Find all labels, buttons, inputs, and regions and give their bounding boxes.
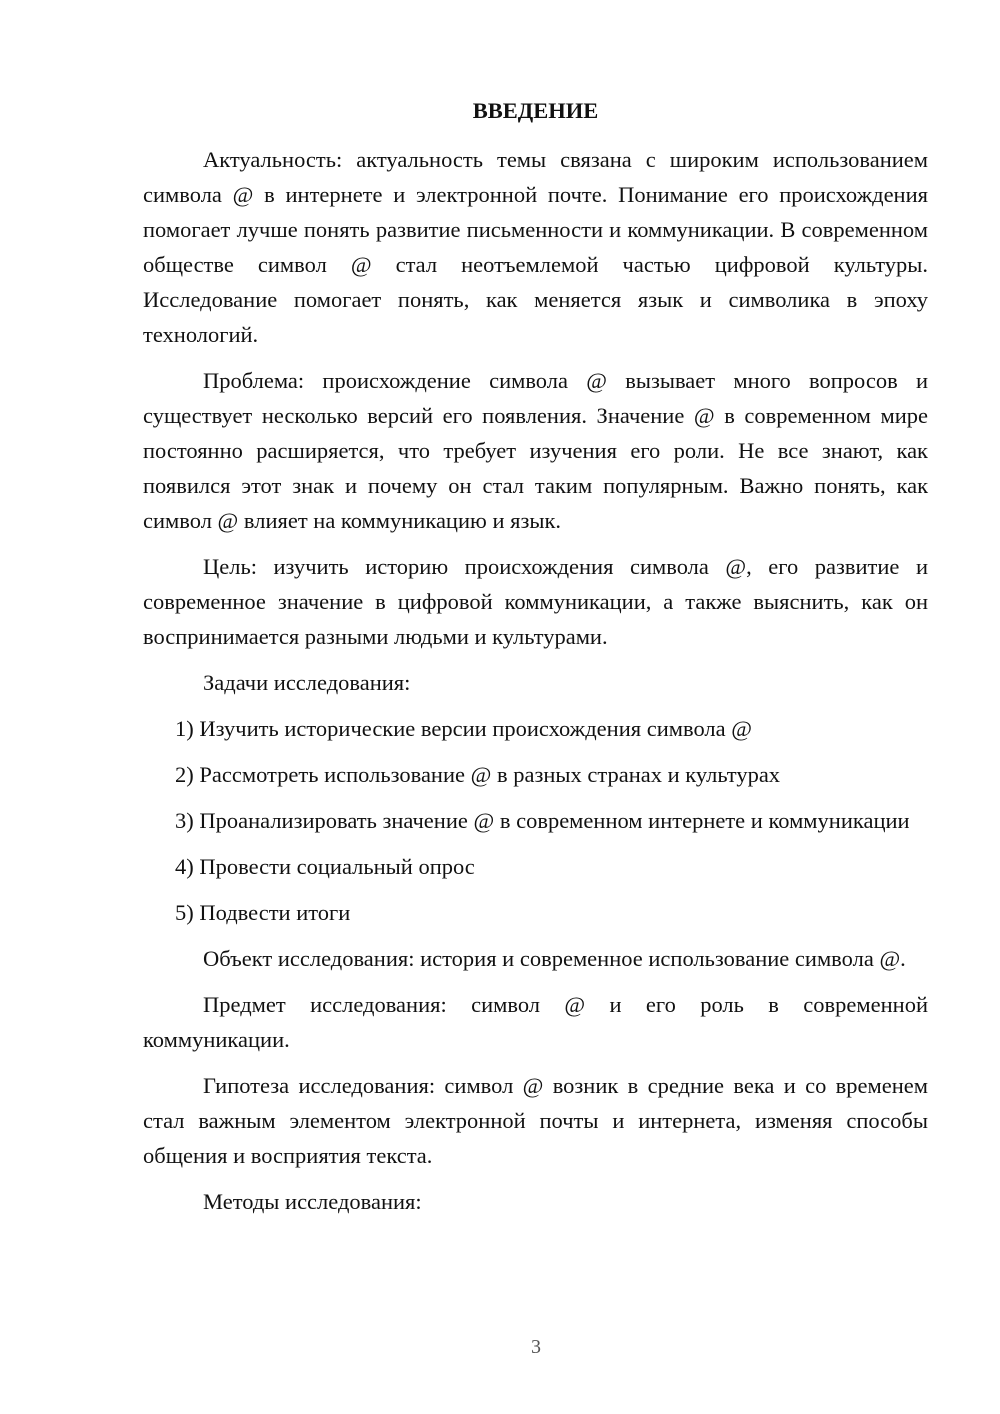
list-item-task-2: 2) Рассмотреть использование @ в разных странах и культурах — [175, 762, 781, 787]
tasks-heading: Задачи исследования: — [203, 670, 411, 695]
list-item-task-5: 5) Подвести итоги — [175, 900, 351, 925]
paragraph-problem: Проблема: происхождение символа @ вызывает много вопросов и существует несколько версий его появления. Значение @ в современном мире постоянно расширяется, что требует изучения его роли. Не все знают, как появился этот знак и почему он стал таким популярным. Важно понять, как символ @ влияет на коммуникацию и язык. — [143, 368, 928, 533]
list-item-task-1: 1) Изучить исторические версии происхождения символа @ — [175, 716, 752, 741]
page-number: 3 — [531, 1336, 541, 1358]
document-body — [143, 142, 928, 1219]
paragraph-goal: Цель: изучить историю происхождения символа @, его развитие и современное значение в цифровой коммуникации, а также выяснить, как он воспринимается разными людьми и культурами. — [143, 554, 928, 649]
paragraph-relevance: Актуальность: актуальность темы связана с широким использованием символа @ в интернете и электронной почте. Понимание его происхождения помогает лучше понять развитие письменности и коммуникации. В современном обществе символ @ стал неотъемлемой частью цифровой культуры. Исследование помогает понять, как меняется язык и символика в эпоху технологий. — [143, 147, 928, 347]
methods-heading: Методы исследования: — [203, 1189, 422, 1214]
page-title: ВВЕДЕНИЕ — [472, 98, 599, 123]
list-item-task-4: 4) Провести социальный опрос — [175, 854, 475, 879]
paragraph-hypothesis: Гипотеза исследования: символ @ возник в средние века и со временем стал важным элементом электронной почты и интернета, изменяя способы общения и восприятия текста. — [143, 1073, 928, 1168]
list-item-task-3: 3) Проанализировать значение @ в современном интернете и коммуникации — [175, 808, 910, 833]
paragraph-subject: Предмет исследования: символ @ и его роль в современной коммуникации. — [143, 992, 928, 1052]
paragraph-object: Объект исследования: история и современное использование символа @. — [203, 946, 906, 971]
